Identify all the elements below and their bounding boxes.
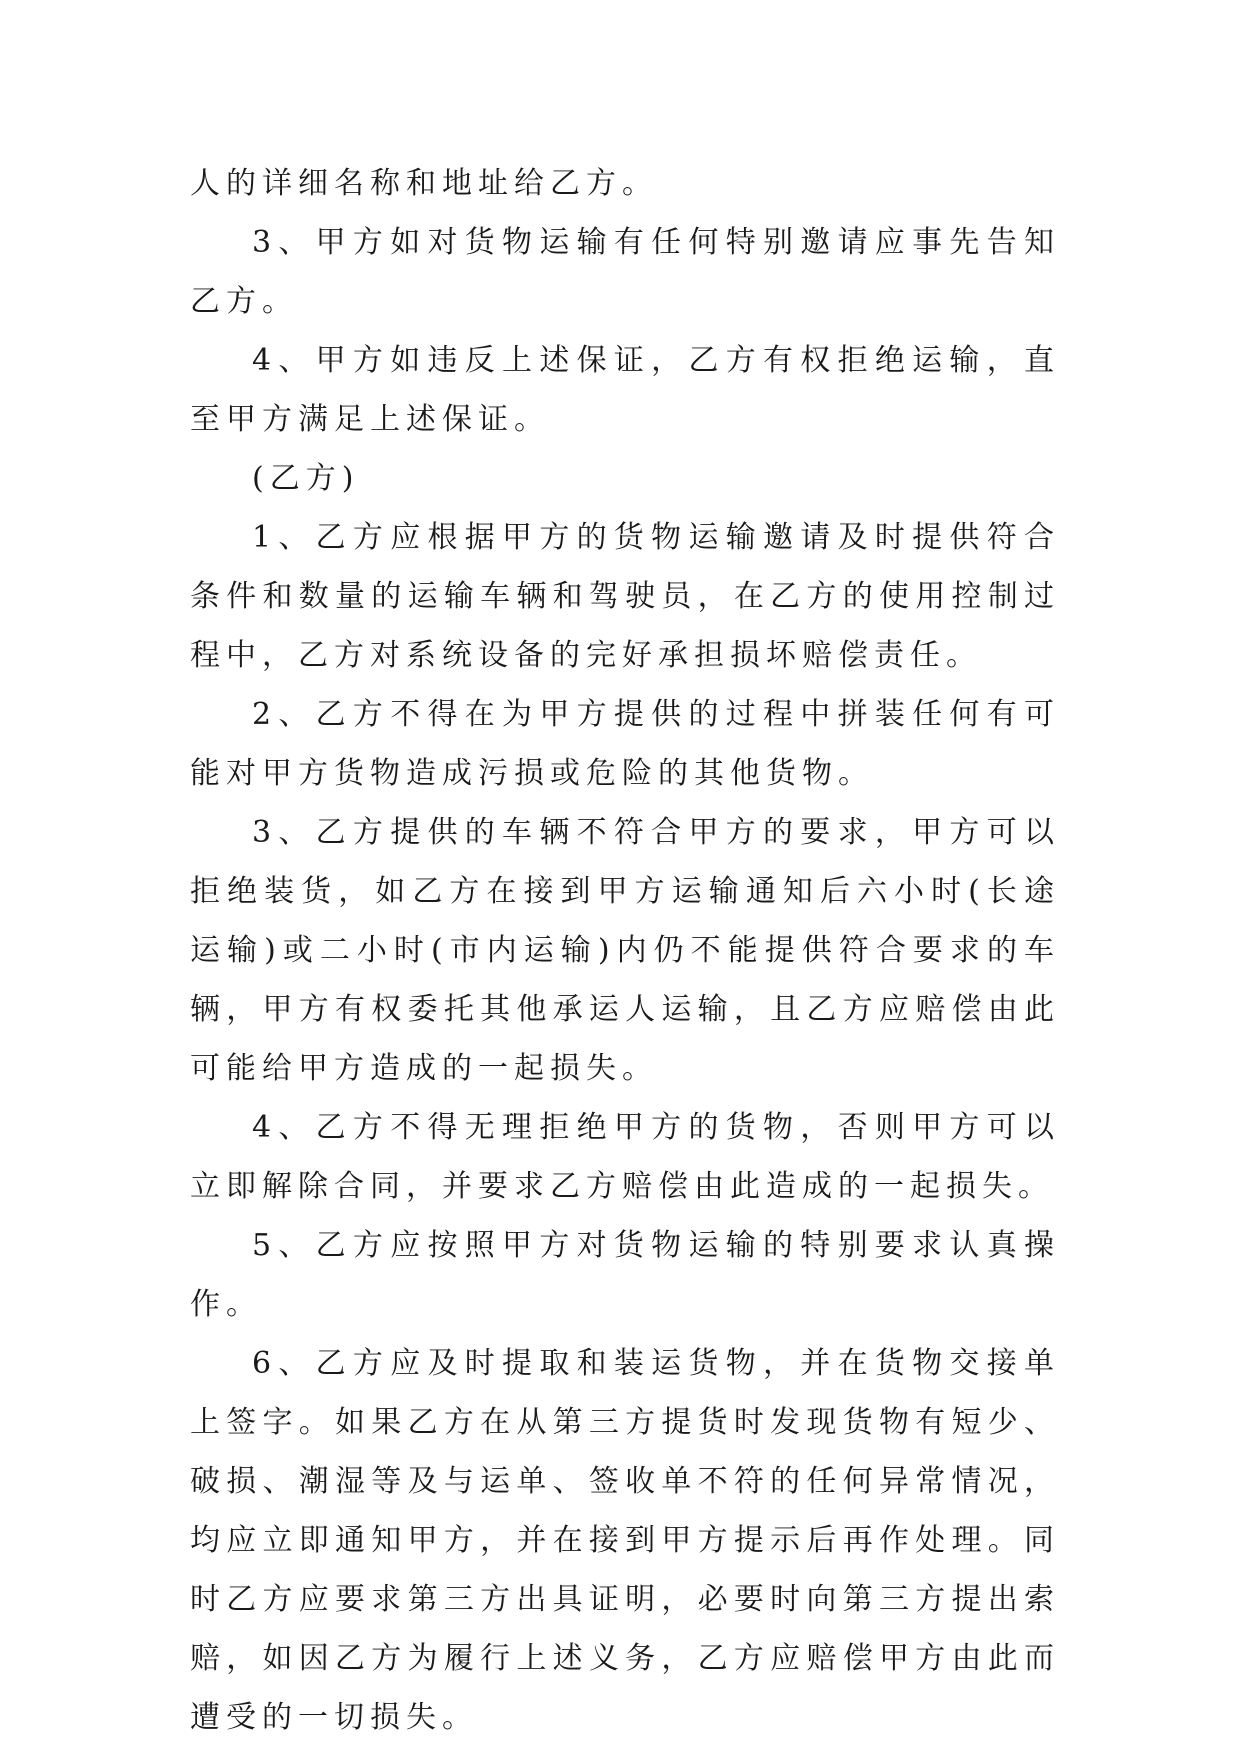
paragraph-party-a-clause-4: 4、甲方如违反上述保证，乙方有权拒绝运输，直至甲方满足上述保证。: [190, 343, 1060, 437]
paragraph-party-b-clause-6: 6、乙方应及时提取和装运货物，并在货物交接单上签字。如果乙方在从第三方提货时发现货物有短少、破损、潮湿等及与运单、签收单不符的任何异常情况，均应立即通知甲方，并在接到甲方提示后再作处理。同时乙方应要求第三方出具证明，必要时向第三方提出索赔，如因乙方为履行上述义务，乙方应赔偿甲方由此而遭受的一切损失。: [190, 1346, 1060, 1735]
paragraph-party-b-clause-4: 4、乙方不得无理拒绝甲方的货物，否则甲方可以立即解除合同，并要求乙方赔偿由此造成的一起损失。: [190, 1110, 1060, 1204]
paragraph-party-b-clause-3: 3、乙方提供的车辆不符合甲方的要求，甲方可以拒绝装货，如乙方在接到甲方运输通知后六小时(长途运输)或二小时(市内运输)内仍不能提供符合要求的车辆，甲方有权委托其他承运人运输，且乙方应赔偿由此可能给甲方造成的一起损失。: [190, 815, 1060, 1086]
paragraph-party-b-clause-5: 5、乙方应按照甲方对货物运输的特别要求认真操作。: [190, 1228, 1060, 1322]
paragraph-party-b-clause-1: 1、乙方应根据甲方的货物运输邀请及时提供符合条件和数量的运输车辆和驾驶员，在乙方的使用控制过程中，乙方对系统设备的完好承担损坏赔偿责任。: [190, 520, 1060, 673]
paragraph-continuation: 人的详细名称和地址给乙方。: [190, 166, 658, 201]
paragraph-party-a-clause-3: 3、甲方如对货物运输有任何特别邀请应事先告知乙方。: [190, 225, 1060, 319]
section-heading-party-b: (乙方): [252, 461, 360, 496]
paragraph-party-b-clause-2: 2、乙方不得在为甲方提供的过程中拼装任何有可能对甲方货物造成污损或危险的其他货物。: [190, 697, 1060, 791]
document-page: [190, 154, 1060, 1747]
